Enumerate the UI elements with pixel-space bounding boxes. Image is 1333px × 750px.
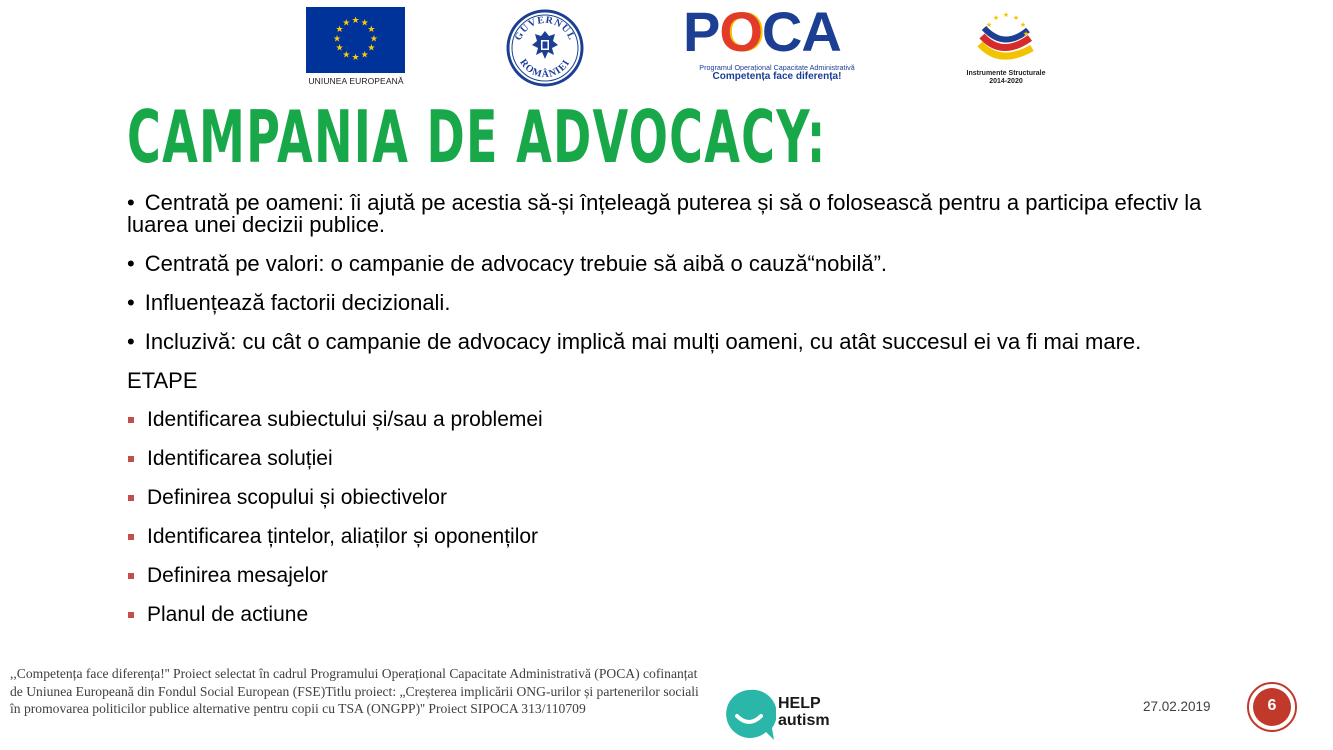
svg-text:ROMÂNIEI: ROMÂNIEI (517, 57, 573, 81)
square-bullet-icon (128, 495, 134, 501)
step-text: Identificarea țintelor, aliaților și oponenților (147, 525, 539, 548)
svg-text:★: ★ (342, 18, 351, 29)
svg-text:★: ★ (360, 18, 369, 29)
step-text: Identificarea subiectului și/sau a problemei (147, 408, 543, 431)
help-autism-bubble-icon (722, 688, 776, 742)
svg-text:★: ★ (992, 14, 1000, 22)
svg-text:GUVERNUL: GUVERNUL (512, 14, 578, 43)
eu-caption: UNIUNEA EUROPEANĂ (308, 76, 404, 86)
step-item (127, 487, 1217, 509)
poca-logo (683, 0, 869, 85)
step-text: Planul de actiune (147, 603, 309, 626)
poca-letter: O (719, 0, 762, 63)
help-word: HELP (778, 695, 821, 712)
step-item (127, 448, 1217, 470)
step-text: Definirea mesajelor (147, 564, 328, 587)
footer-project-text: ,,Competența face diferența!'' Proiect selectat în cadrul Programului Operațional Capacitate Administrativă (POCA) cofinanțat de Uniunea Europeană din Fondul Social European (FSE)Titlu proiect: „Creșterea implicării ONG-urilor și partenerilor sociali în promovarea politicilor publice alternative pentru copii cu TSA (ONGPP)'' Proiect SIPOCA 313/110709 (10, 666, 699, 716)
steps-list (127, 409, 1217, 626)
svg-text:★: ★ (1012, 14, 1020, 22)
bullet-dot-icon: • (127, 190, 135, 215)
step-text: Definirea scopului și obiectivelor (147, 486, 447, 509)
step-item (127, 409, 1217, 431)
svg-text:★: ★ (335, 25, 344, 36)
slide-content (127, 192, 1217, 643)
svg-text:★: ★ (1019, 21, 1027, 29)
step-text: Identificarea soluției (147, 447, 333, 470)
svg-text:★: ★ (351, 52, 360, 63)
svg-text:★: ★ (360, 50, 369, 61)
bullet-dot-icon: • (127, 290, 135, 315)
step-item (127, 526, 1217, 548)
guvernul-seal-icon (505, 9, 585, 87)
bullet-dot-icon: • (127, 251, 135, 276)
poca-letter: P (683, 0, 720, 63)
autism-word: autism (778, 712, 830, 729)
square-bullet-icon (128, 573, 134, 579)
poca-word (683, 0, 869, 63)
svg-text:★: ★ (351, 16, 360, 26)
eu-logo (306, 7, 406, 89)
bullet-dot-icon: • (127, 329, 135, 354)
svg-text:★: ★ (367, 43, 376, 54)
svg-text:★: ★ (369, 34, 378, 45)
svg-text:★: ★ (342, 50, 351, 61)
instrumente-structurale-logo (960, 8, 1052, 88)
square-bullet-icon (128, 612, 134, 618)
svg-text:★: ★ (333, 34, 342, 45)
svg-text:★: ★ (1002, 11, 1010, 19)
poca-letter: A (801, 0, 841, 63)
bullet-incluziva (127, 331, 1217, 353)
instrumente-caption: Instrumente Structurale 2014-2020 (966, 70, 1046, 85)
step-item (127, 604, 1217, 626)
bullet-text: Centrată pe oameni: îi ajută pe acestia să-și înțeleagă puterea și să o folosească pentru a participa efectiv la luarea unei decizii publice. (127, 190, 1202, 237)
bullet-text: Centrată pe valori: o campanie de advocacy trebuie să aibă o cauză“nobilă”. (144, 251, 888, 276)
bullet-centrata-pe-oameni (127, 192, 1217, 236)
square-bullet-icon (128, 534, 134, 540)
svg-text:★: ★ (1022, 30, 1030, 38)
square-bullet-icon (128, 417, 134, 423)
bullet-influenteaza (127, 292, 1217, 314)
slide-date: 27.02.2019 (1143, 699, 1211, 714)
bullet-text: Incluzivă: cu cât o campanie de advocacy implică mai mulți oameni, cu atât succesul ei va fi mai mare. (144, 329, 1142, 354)
slide-title: CAMPANIA DE ADVOCACY: (127, 95, 827, 179)
svg-text:★: ★ (985, 21, 993, 29)
poca-letter: C (761, 0, 802, 63)
svg-text:★: ★ (367, 25, 376, 36)
poca-slogan: Competența face diferența! (712, 71, 842, 82)
guvernul-romaniei-logo (505, 9, 585, 87)
poca-subtitle: Programul Operațional Capacitate Administrativă (699, 63, 855, 72)
instrumente-structurale-icon (960, 8, 1052, 70)
page-number: 6 (1267, 697, 1277, 714)
bullet-text: Influențează factorii decizionali. (144, 290, 451, 315)
step-item (127, 565, 1217, 587)
page-number-badge (1247, 682, 1297, 732)
etape-heading: ETAPE (127, 368, 198, 393)
eu-flag-icon (306, 7, 405, 73)
svg-text:★: ★ (335, 43, 344, 54)
bullet-centrata-pe-valori (127, 253, 1217, 275)
help-autism-logo (722, 688, 834, 744)
square-bullet-icon (128, 456, 134, 462)
